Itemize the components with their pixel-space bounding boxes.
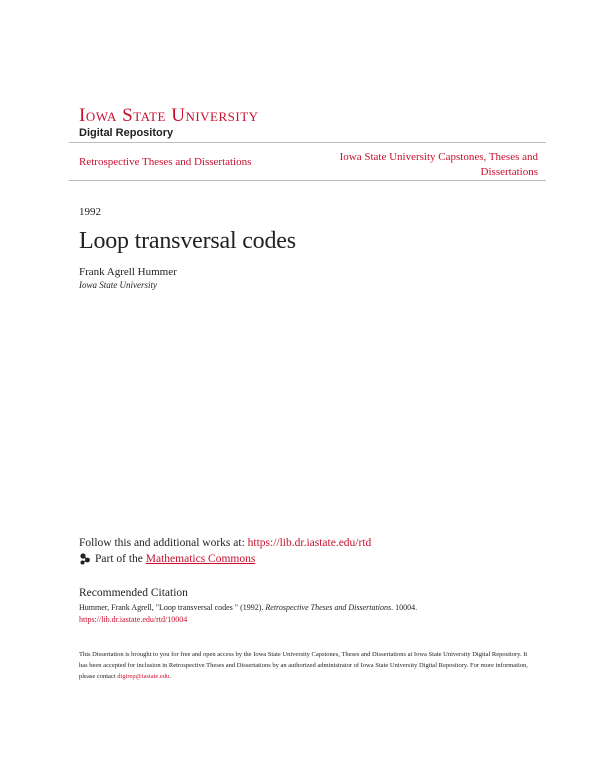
university-logo <box>79 107 259 140</box>
citation-text <box>79 603 417 612</box>
citation-series: Retrospective Theses and Dissertations <box>265 603 392 612</box>
contact-email-link[interactable]: digirep@iastate.edu <box>117 673 170 680</box>
author-name: Frank Agrell Hummer <box>79 266 177 278</box>
capstones-link[interactable]: Iowa State University Capstones, Theses and Dissertations <box>339 151 538 178</box>
recommended-citation-heading: Recommended Citation <box>79 587 188 599</box>
citation-url-link[interactable]: https://lib.dr.iastate.edu/rtd/10004 <box>79 615 188 624</box>
follow-line <box>79 537 371 549</box>
author-institution: Iowa State University <box>79 280 157 290</box>
notice-text: This Dissertation is brought to you for free and open access by the Iowa State University Capstones, Theses and Dissertations at Iowa State University Digital Repository. It has been accepted for inclusion in Retrospective Theses and Dissertations by an authorized administrator of Iowa State University Digital Repository. For more information, please contact <box>79 651 528 680</box>
part-of-line <box>79 553 255 565</box>
mathematics-commons-link[interactable]: Mathematics Commons <box>145 553 256 565</box>
logo-wordmark: Iowa State University <box>79 105 259 126</box>
paper-title: Loop transversal codes <box>79 228 296 254</box>
citation-end: . 10004. <box>391 603 418 612</box>
header-divider-top <box>69 142 546 143</box>
commons-network-icon <box>79 553 91 565</box>
header-divider-bottom <box>69 180 546 181</box>
part-of-text: Part of the <box>95 553 143 565</box>
access-notice <box>79 649 529 682</box>
repository-url-link[interactable]: https://lib.dr.iastate.edu/rtd <box>247 537 372 549</box>
logo-subtitle: Digital Repository <box>79 127 174 139</box>
citation-plain: Hummer, Frank Agrell, "Loop transversal codes " (1992). <box>79 603 266 612</box>
publication-year: 1992 <box>79 206 101 218</box>
notice-end: . <box>169 673 171 680</box>
follow-text: Follow this and additional works at: <box>79 537 248 549</box>
retrospective-theses-link[interactable]: Retrospective Theses and Dissertations <box>79 156 252 168</box>
